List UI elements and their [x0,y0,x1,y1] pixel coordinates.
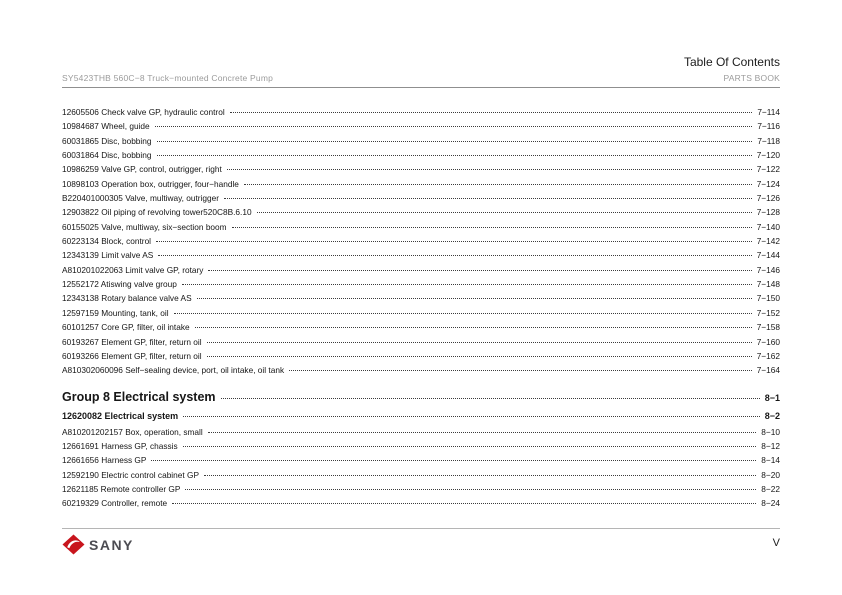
toc-entry [62,387,780,408]
toc-entry-page: 7−120 [756,150,780,161]
toc-entry-label: 10898103 Operation box, outrigger, four−handle [62,178,239,189]
toc-entry-page: 8−1 [764,392,780,403]
toc-entry-label: 12661691 Harness GP, chassis [62,440,178,451]
toc-entry-label: A810201202157 Box, operation, small [62,426,203,437]
toc-entry [62,408,780,425]
toc-entry [62,320,780,334]
toc-entry [62,335,780,349]
toc-entry [62,148,780,162]
toc-list [62,105,780,511]
toc-entry-page: 7−124 [756,178,780,189]
sany-logo-text: SANY [89,536,134,553]
toc-entry-page: 7−164 [756,365,780,376]
sany-logo-icon [62,534,85,555]
toc-entry [62,105,780,119]
page-title: Table Of Contents [683,55,780,69]
toc-entry-page: 7−140 [756,221,780,232]
toc-entry-page: 8−2 [764,410,780,421]
toc-entry [62,439,780,453]
toc-entry-label: 60031864 Disc, bobbing [62,150,152,161]
toc-entry [62,277,780,291]
toc-entry-label: 12343138 Rotary balance valve AS [62,293,192,304]
toc-entry-label: 12592190 Electric control cabinet GP [62,469,199,480]
toc-entry-label: 60031865 Disc, bobbing [62,135,152,146]
toc-entry [62,496,780,510]
toc-entry-page: 7−126 [756,193,780,204]
toc-entry-label: 10984687 Wheel, guide [62,121,150,132]
toc-entry-page: 7−146 [756,264,780,275]
toc-entry-page: 7−142 [756,236,780,247]
toc-entry [62,191,780,205]
toc-entry-page: 7−118 [757,135,780,146]
toc-entry [62,453,780,467]
toc-entry-label: B220401000305 Valve, multiway, outrigger [62,193,219,204]
toc-entry-page: 7−160 [756,336,780,347]
toc-entry-page: 8−14 [761,455,780,466]
toc-entry-page: 8−10 [761,426,780,437]
toc-entry [62,468,780,482]
toc-entry-label: 60193267 Element GP, filter, return oil [62,336,202,347]
toc-entry-label: 12620082 Electrical system [62,410,179,421]
toc-entry [62,363,780,377]
toc-entry [62,349,780,363]
toc-entry-label: 60155025 Valve, multiway, six−section boom [62,221,227,232]
toc-entry-page: 7−162 [756,350,780,361]
sany-logo [62,534,134,555]
header-divider [62,87,780,88]
toc-entry-page: 8−22 [761,483,780,494]
toc-entry-page: 7−122 [756,164,780,175]
toc-entry-page: 7−114 [757,107,780,117]
toc-entry-label: 12621185 Remote controller GP [62,483,181,494]
toc-entry-label: 12661656 Harness GP [62,455,147,466]
toc-entry-page: 8−20 [761,469,780,480]
toc-entry-page: 7−150 [756,293,780,304]
toc-entry-page: 7−152 [756,307,780,318]
toc-entry-page: 8−24 [761,498,780,509]
toc-entry-page: 7−144 [756,250,780,261]
header-subtitle-row [62,73,780,83]
page-content [62,0,780,511]
toc-entry-page: 8−12 [761,440,780,451]
toc-entry-label: 60223134 Block, control [62,236,152,247]
toc-entry-label: 60219329 Controller, remote [62,498,168,509]
toc-entry-label: 12552172 Atiswing valve group [62,279,177,290]
toc-entry-page: 7−158 [756,322,780,333]
toc-entry-label: A810302060096 Self−sealing device, port, oil intake, oil tank [62,365,285,376]
toc-entry [62,177,780,191]
book-label: PARTS BOOK [723,73,780,83]
toc-entry [62,482,780,496]
toc-entry [62,119,780,133]
toc-entry-label: 12903822 Oil piping of revolving tower520C8B.6.10 [62,207,252,218]
toc-entry [62,306,780,320]
toc-entry-label: 12343139 Limit valve AS [62,250,154,261]
toc-entry [62,234,780,248]
toc-entry-label: Group 8 Electrical system [62,389,216,404]
toc-entry [62,205,780,219]
document-title: SY5423THB 560C−8 Truck−mounted Concrete Pump [62,73,274,83]
toc-entry [62,248,780,262]
toc-entry [62,134,780,148]
toc-entry-label: 12597159 Mounting, tank, oil [62,307,169,318]
toc-entry [62,425,780,439]
toc-entry-label: 60193266 Element GP, filter, return oil [62,350,202,361]
toc-entry-page: 7−148 [756,279,780,290]
toc-entry-page: 7−128 [756,207,780,218]
toc-entry-label: 60101257 Core GP, filter, oil intake [62,322,190,333]
toc-entry [62,291,780,305]
toc-entry [62,162,780,176]
page-footer [62,528,780,555]
toc-entry-label: A810201022063 Limit valve GP, rotary [62,264,204,275]
toc-entry [62,263,780,277]
toc-entry-label: 12605506 Check valve GP, hydraulic control [62,107,225,117]
toc-entry-label: 10986259 Valve GP, control, outrigger, right [62,164,222,175]
page-number: V [772,537,780,549]
toc-entry [62,220,780,234]
footer-row [62,529,780,555]
toc-entry-page: 7−116 [757,121,780,132]
